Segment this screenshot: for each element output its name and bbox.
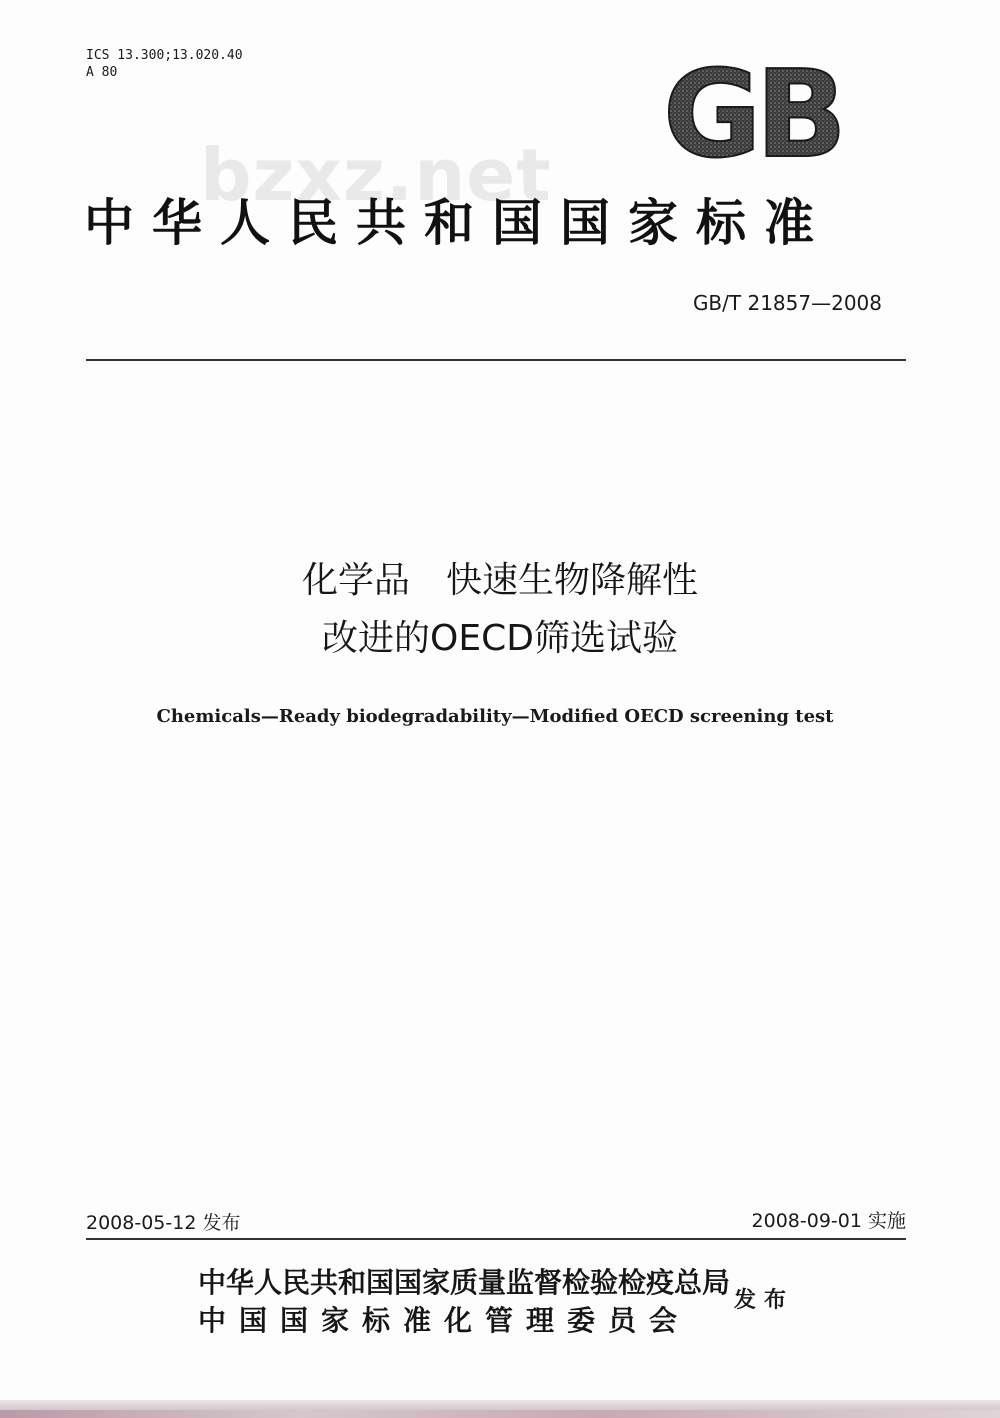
national-standard-heading: 中华人民共和国国家标准 bbox=[84, 194, 832, 252]
ccs-code: A 80 bbox=[86, 65, 118, 80]
publish-label: 发布 bbox=[734, 1288, 795, 1313]
ics-code: ICS 13.300;13.020.40 bbox=[86, 48, 243, 63]
gb-logo-text: GB bbox=[663, 62, 841, 168]
implementation-date: 2008-09-01 实施 bbox=[751, 1210, 906, 1232]
document-title-english: Chemicals—Ready biodegradability—Modified OECD screening test bbox=[156, 706, 834, 727]
issuing-organizations bbox=[198, 1264, 730, 1340]
document-title-chinese bbox=[0, 552, 1000, 668]
title-line-2: 改进的OECD筛选试验 bbox=[322, 618, 678, 659]
gb-logo-icon bbox=[650, 62, 855, 168]
issuer-aqsiq: 中华人民共和国国家质量监督检验检疫总局 bbox=[198, 1266, 731, 1299]
issuer-sac: 中国国家标准化管理委员会 bbox=[198, 1304, 691, 1337]
title-line-1: 化学品 快速生物降解性 bbox=[301, 560, 698, 601]
issue-date: 2008-05-12 发布 bbox=[86, 1212, 241, 1234]
scan-edge-strip bbox=[0, 1410, 1000, 1418]
bottom-divider bbox=[86, 1238, 906, 1240]
standard-number: GB/T 21857—2008 bbox=[692, 291, 882, 315]
watermark-text: bzxz.net bbox=[200, 133, 552, 217]
top-divider bbox=[86, 359, 906, 361]
classification-codes bbox=[86, 47, 243, 81]
